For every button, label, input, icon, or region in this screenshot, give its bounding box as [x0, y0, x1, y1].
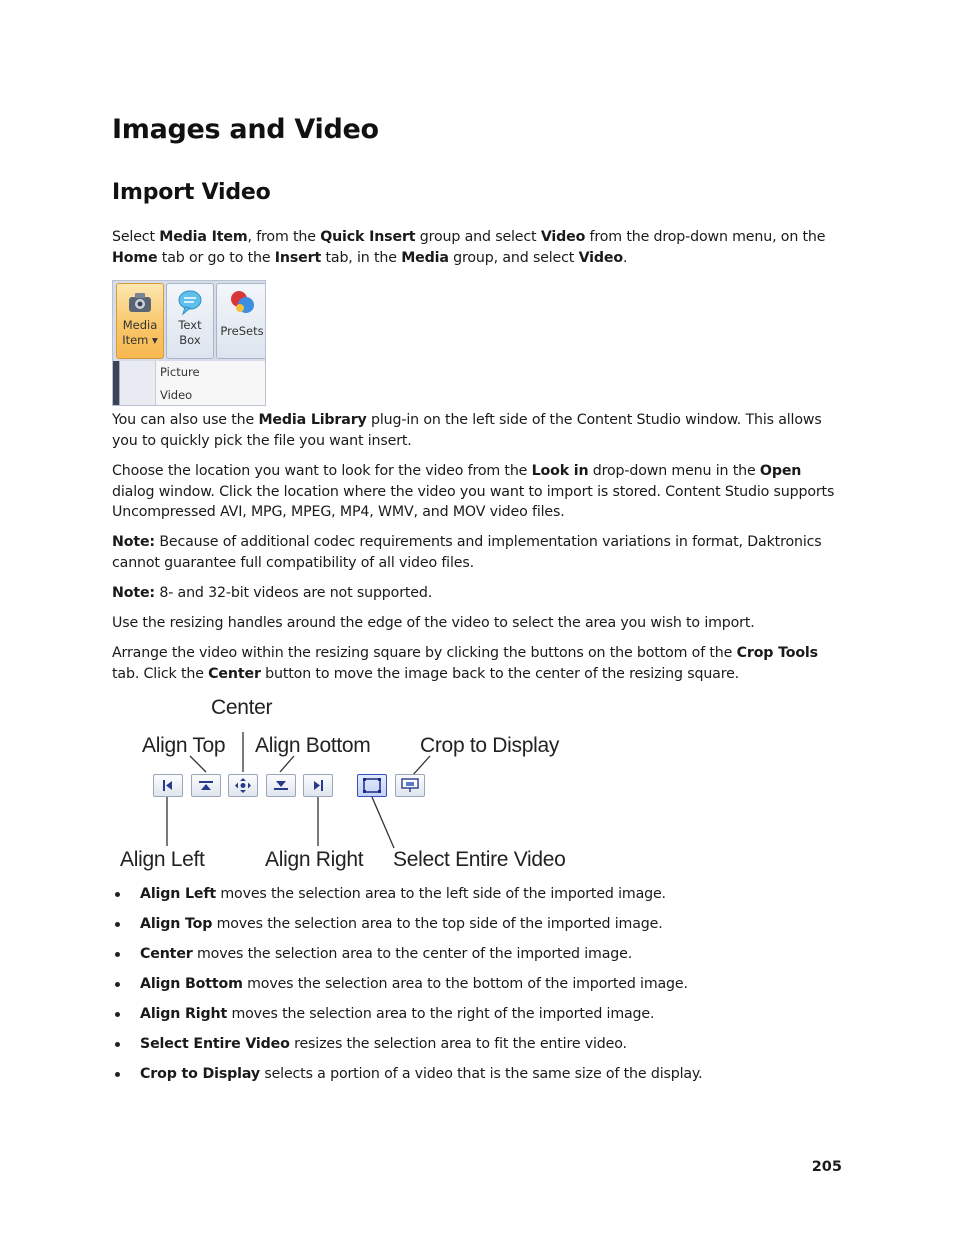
menu-item-video[interactable]: Video: [160, 388, 193, 402]
ribbon-screenshot: [112, 280, 266, 406]
presets-icon: [227, 288, 257, 316]
crop-display-icon: [400, 778, 420, 793]
media-dropdown-menu: [119, 361, 266, 406]
note-codec: Note: Because of additional codec requirements and implementation variations in format, Daktronics cannot guarantee full compatibility of all video files.: [112, 534, 822, 571]
presets-label: PreSets: [220, 324, 264, 338]
note-bit-depth: Note: 8- and 32-bit videos are not supported.: [112, 585, 433, 601]
text-box-label: Text: [178, 318, 202, 332]
align-right-icon: [308, 778, 328, 793]
media-item-label: Media: [122, 318, 158, 332]
label-center: Center: [211, 696, 273, 719]
text-box-button[interactable]: [166, 283, 214, 359]
list-item: Align Right moves the selection area to the right of the imported image.: [112, 1004, 842, 1034]
camera-icon: [125, 288, 155, 316]
section-heading: Import Video: [112, 180, 271, 205]
list-item: Align Top moves the selection area to the top side of the imported image.: [112, 914, 842, 944]
label-select-entire-video: Select Entire Video: [393, 848, 566, 871]
resize-paragraph: Use the resizing handles around the edge of the video to select the area you wish to import.: [112, 615, 755, 631]
crop-tools-list: [112, 884, 842, 1094]
select-entire-video-button[interactable]: [357, 774, 387, 797]
label-align-top: Align Top: [142, 734, 226, 757]
select-entire-icon: [362, 778, 382, 793]
align-top-button[interactable]: [191, 774, 221, 797]
crop-tools-diagram: [112, 694, 582, 880]
label-align-bottom: Align Bottom: [255, 734, 371, 757]
page-title: Images and Video: [112, 114, 379, 145]
align-left-button[interactable]: [153, 774, 183, 797]
crop-to-display-button[interactable]: [395, 774, 425, 797]
arrange-paragraph: Arrange the video within the resizing square by clicking the buttons on the bottom of the Crop Tools tab. Click the Center button to move the image back to the center of the resizing square.: [112, 645, 818, 682]
library-paragraph: You can also use the Media Library plug-in on the left side of the Content Studio window. This allows you to quickly pick the file you want insert.: [112, 412, 822, 449]
list-item: Crop to Display selects a portion of a video that is the same size of the display.: [112, 1064, 842, 1094]
media-item-label-2: Item ▾: [122, 333, 158, 347]
align-right-button[interactable]: [303, 774, 333, 797]
page-number: 205: [811, 1159, 842, 1175]
center-button[interactable]: [228, 774, 258, 797]
list-item: Align Left moves the selection area to the left side of the imported image.: [112, 884, 842, 914]
list-item: Align Bottom moves the selection area to the bottom of the imported image.: [112, 974, 842, 1004]
list-item: Center moves the selection area to the center of the imported image.: [112, 944, 842, 974]
align-bottom-button[interactable]: [266, 774, 296, 797]
intro-paragraph: Select Media Item, from the Quick Insert group and select Video from the drop-down menu, on the Home tab or go to the Insert tab, in the Media group, and select Video.: [112, 229, 826, 266]
presets-button[interactable]: [216, 283, 266, 359]
media-item-button[interactable]: [116, 283, 164, 359]
label-crop-to-display: Crop to Display: [420, 734, 560, 757]
list-item: Select Entire Video resizes the selection area to fit the entire video.: [112, 1034, 842, 1064]
center-icon: [233, 778, 253, 793]
speech-bubble-icon: [175, 288, 205, 316]
location-paragraph: Choose the location you want to look for the video from the Look in drop-down menu in the Open dialog window. Click the location where the video you want to import is stored. Content Studio supports Uncompressed AVI, MPG, MPEG, MP4, WMV, and MOV video files.: [112, 463, 835, 520]
label-align-right: Align Right: [265, 848, 364, 871]
text-box-label-2: Box: [179, 333, 201, 347]
label-align-left: Align Left: [120, 848, 205, 871]
menu-item-picture[interactable]: Picture: [160, 365, 200, 379]
align-top-icon: [196, 778, 216, 793]
align-bottom-icon: [271, 778, 291, 793]
menu-icon-strip: [120, 361, 156, 406]
align-left-icon: [158, 778, 178, 793]
